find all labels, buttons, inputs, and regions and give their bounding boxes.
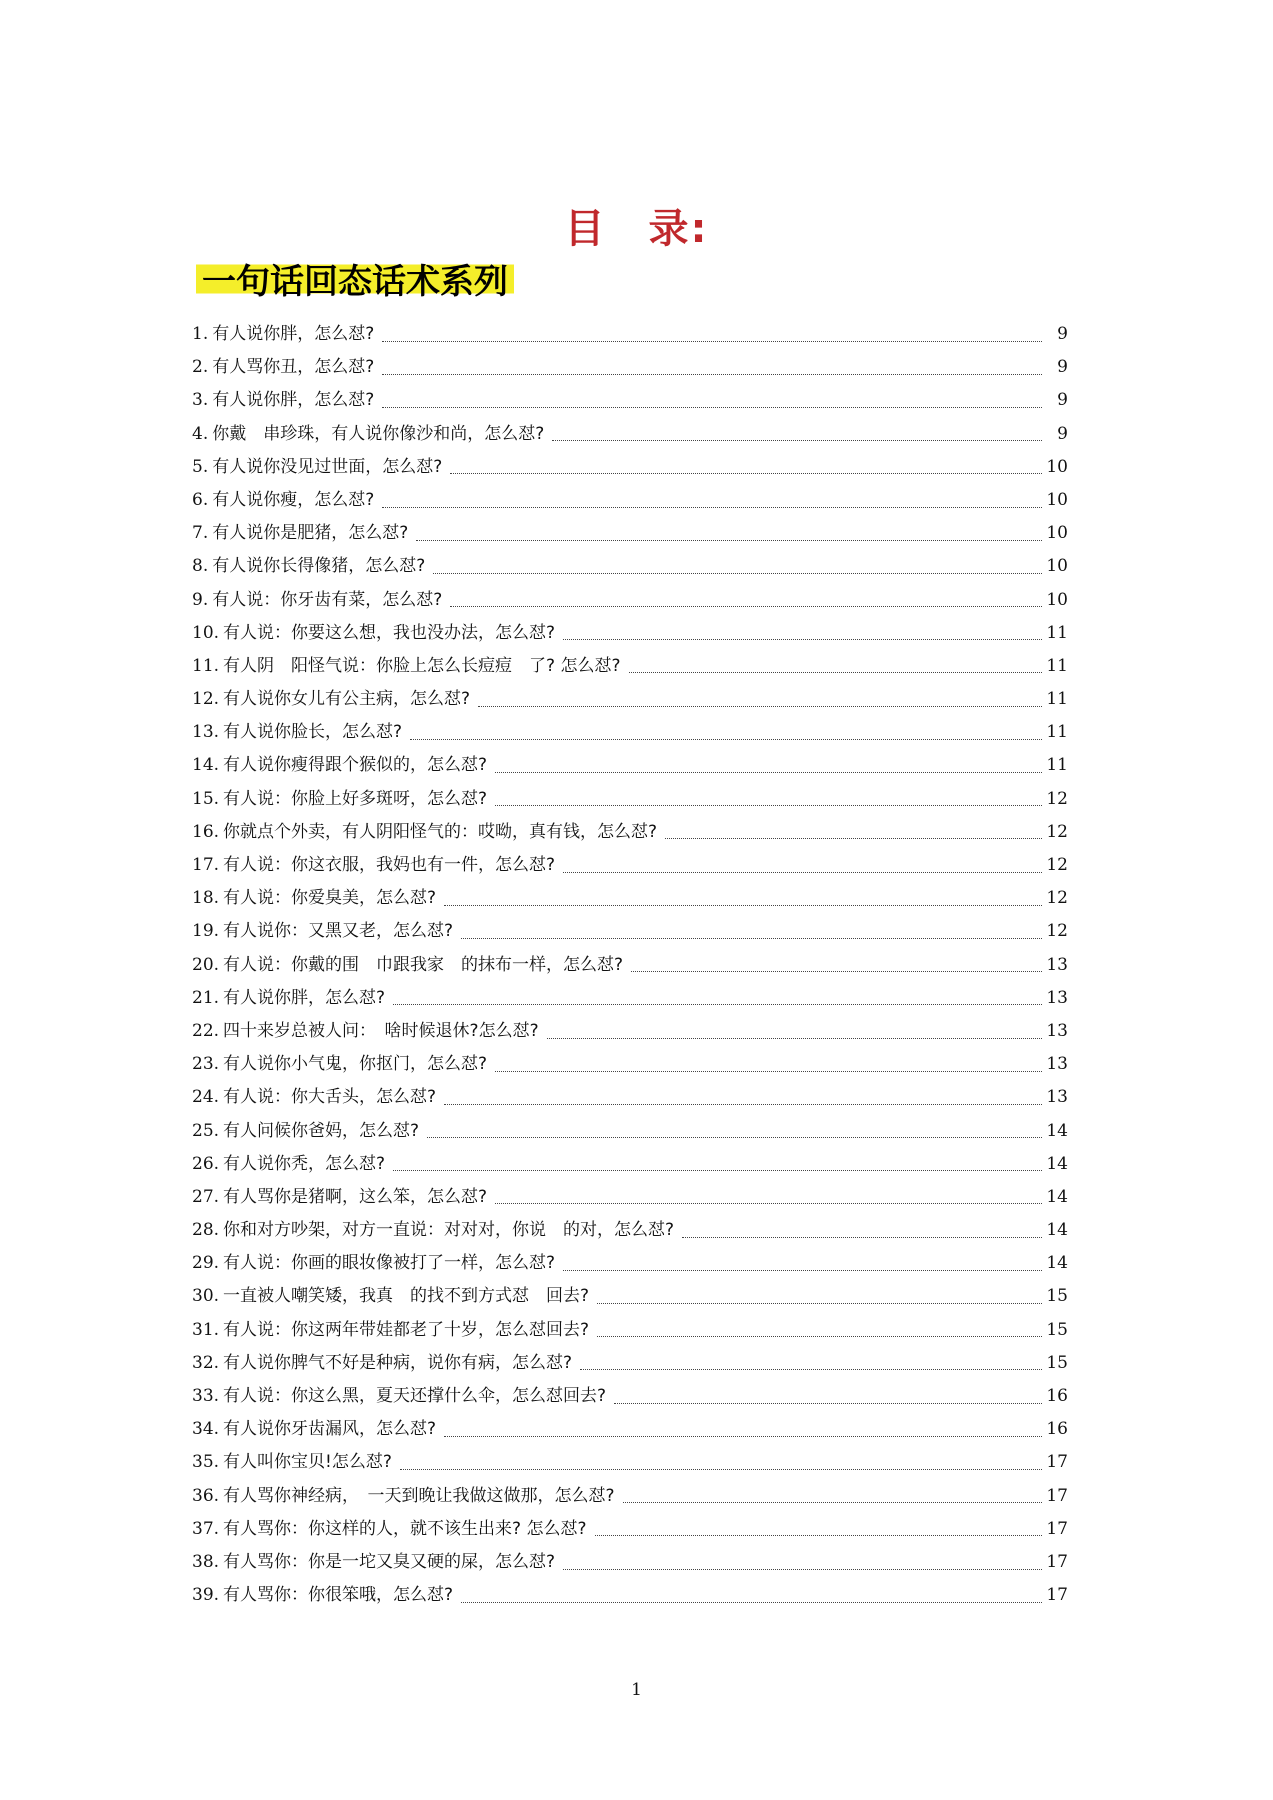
toc-entry-title: 有人说：你脸上好多斑呀，怎么怼? xyxy=(223,788,488,809)
toc-dot-leader xyxy=(461,937,1042,939)
toc-entry-page: 17 xyxy=(1046,1485,1068,1506)
toc-entry-number: 39. xyxy=(192,1585,220,1606)
toc-entry-number: 36. xyxy=(192,1485,220,1506)
toc-entry-number: 6. xyxy=(192,489,209,510)
toc-entry-page: 9 xyxy=(1057,324,1068,344)
toc-entry-number: 32. xyxy=(192,1352,220,1373)
toc-entry-number: 8. xyxy=(192,556,209,577)
toc-entry-page: 9 xyxy=(1057,390,1068,411)
toc-dot-leader xyxy=(382,506,1042,508)
toc-dot-leader xyxy=(631,970,1042,972)
toc-entry-page: 13 xyxy=(1046,987,1068,1008)
toc-entry-title: 有人说你：又黑又老，怎么怼? xyxy=(223,921,454,942)
toc-dot-leader xyxy=(427,1136,1042,1138)
page-number: 1 xyxy=(631,1680,642,1700)
toc-entry[interactable] xyxy=(192,1181,1068,1214)
toc-entry[interactable] xyxy=(192,1413,1068,1446)
toc-entry-number: 25. xyxy=(192,1120,220,1141)
toc-dot-leader xyxy=(614,1402,1042,1404)
toc-entry-page: 17 xyxy=(1046,1518,1068,1539)
toc-entry-page: 10 xyxy=(1046,589,1068,610)
toc-dot-leader xyxy=(547,1037,1042,1039)
toc-dot-leader xyxy=(478,705,1042,707)
toc-dot-leader xyxy=(580,1368,1042,1370)
toc-entry-page: 12 xyxy=(1046,888,1068,909)
toc-entry[interactable] xyxy=(192,484,1068,517)
toc-entry[interactable] xyxy=(192,650,1068,683)
toc-entry-title: 有人说：你这么黑，夏天还撑什么伞，怎么怼回去? xyxy=(223,1386,607,1406)
toc-entry-page: 14 xyxy=(1046,1220,1068,1241)
toc-entry-number: 18. xyxy=(192,888,220,909)
toc-entry[interactable] xyxy=(192,584,1068,617)
toc-entry-number: 4. xyxy=(192,423,209,444)
toc-entry-page: 16 xyxy=(1046,1386,1068,1406)
toc-entry[interactable] xyxy=(192,1015,1068,1048)
toc-entry-number: 5. xyxy=(192,456,209,477)
toc-entry-page: 17 xyxy=(1046,1585,1068,1606)
toc-entry-title: 有人骂你：你很笨哦，怎么怼? xyxy=(223,1585,454,1606)
toc-entry-title: 有人说：你这两年带娃都老了十岁，怎么怼回去? xyxy=(223,1319,590,1340)
toc-entry-number: 1. xyxy=(192,324,209,344)
toc-entry[interactable] xyxy=(192,1579,1068,1612)
toc-entry[interactable] xyxy=(192,1214,1068,1247)
toc-entry-number: 13. xyxy=(192,722,220,743)
toc-entry[interactable] xyxy=(192,1314,1068,1347)
toc-entry[interactable] xyxy=(192,816,1068,849)
toc-entry-page: 11 xyxy=(1046,655,1068,676)
toc-entry[interactable] xyxy=(192,949,1068,982)
toc-entry-page: 9 xyxy=(1057,357,1068,378)
toc-entry-number: 21. xyxy=(192,987,220,1008)
toc-entry-page: 14 xyxy=(1046,1153,1068,1174)
toc-entry-title: 有人说你瘦得跟个猴似的，怎么怼? xyxy=(223,755,488,776)
toc-entry-title: 有人说：你大舌头，怎么怼? xyxy=(223,1087,437,1108)
toc-entry-page: 15 xyxy=(1046,1319,1068,1340)
toc-entry[interactable] xyxy=(192,517,1068,550)
toc-entry-number: 17. xyxy=(192,855,220,875)
toc-dot-leader xyxy=(400,1468,1042,1470)
toc-entry-title: 有人说：你牙齿有菜，怎么怼? xyxy=(212,589,443,610)
toc-entry-number: 35. xyxy=(192,1452,220,1473)
toc-entry-number: 23. xyxy=(192,1054,220,1075)
toc-entry[interactable] xyxy=(192,418,1068,451)
toc-entry-title: 有人说你没见过世面，怎么怼? xyxy=(212,456,443,477)
toc-entry-number: 12. xyxy=(192,689,220,710)
toc-dot-leader xyxy=(597,1302,1042,1304)
toc-entry-number: 22. xyxy=(192,1020,220,1041)
toc-entry-title: 有人说你脾气不好是种病，说你有病，怎么怼? xyxy=(223,1352,573,1373)
toc-dot-leader xyxy=(495,1070,1042,1072)
toc-entry-page: 11 xyxy=(1046,689,1068,710)
toc-entry[interactable] xyxy=(192,1546,1068,1579)
toc-entry-number: 37. xyxy=(192,1518,220,1539)
toc-entry-title: 有人叫你宝贝!怎么怼? xyxy=(223,1452,392,1473)
toc-entry[interactable] xyxy=(192,1115,1068,1148)
toc-entry-page: 12 xyxy=(1046,821,1068,842)
toc-entry[interactable] xyxy=(192,783,1068,816)
toc-entry-page: 11 xyxy=(1046,622,1068,643)
toc-entry-title: 有人说你长得像猪，怎么怼? xyxy=(212,556,426,577)
toc-dot-leader xyxy=(563,638,1042,640)
toc-entry-title: 有人阴 阳怪气说：你脸上怎么长痘痘 了? 怎么怼? xyxy=(223,655,621,676)
toc-entry-title: 有人说你胖，怎么怼? xyxy=(223,987,386,1008)
toc-entry-number: 26. xyxy=(192,1153,220,1174)
toc-entry-page: 15 xyxy=(1046,1352,1068,1373)
toc-entry[interactable] xyxy=(192,1081,1068,1114)
toc-entry-number: 34. xyxy=(192,1419,220,1440)
toc-entry-number: 27. xyxy=(192,1186,220,1207)
toc-dot-leader xyxy=(433,572,1042,574)
toc-dot-leader xyxy=(444,1435,1042,1437)
toc-entry-page: 9 xyxy=(1057,423,1068,444)
toc-entry-page: 14 xyxy=(1046,1253,1068,1274)
toc-entry-title: 有人骂你：你是一坨又臭又硬的屎，怎么怼? xyxy=(223,1551,556,1572)
toc-entry[interactable] xyxy=(192,1280,1068,1313)
toc-entry-page: 13 xyxy=(1046,1054,1068,1075)
table-of-contents xyxy=(192,318,1068,1612)
toc-dot-leader xyxy=(495,804,1042,806)
toc-entry-title: 有人说你是肥猪，怎么怼? xyxy=(212,523,409,544)
toc-entry-title: 有人骂你：你这样的人，就不该生出来? 怎么怼? xyxy=(223,1518,587,1539)
toc-entry-page: 17 xyxy=(1046,1551,1068,1572)
toc-entry-title: 有人说你脸长，怎么怼? xyxy=(223,722,403,743)
toc-entry-title: 有人骂你丑，怎么怼? xyxy=(212,357,375,378)
toc-entry-title: 你和对方吵架，对方一直说：对对对，你说 的对，怎么怼? xyxy=(223,1220,675,1241)
toc-entry-title: 四十来岁总被人问： 啥时候退休?怎么怼? xyxy=(223,1020,539,1041)
toc-entry[interactable] xyxy=(192,1347,1068,1380)
toc-entry-number: 19. xyxy=(192,921,220,942)
toc-dot-leader xyxy=(382,373,1042,375)
toc-entry-title: 有人说：你要这么想，我也没办法，怎么怼? xyxy=(223,622,556,643)
toc-entry-page: 13 xyxy=(1046,1020,1068,1041)
toc-entry-page: 12 xyxy=(1046,788,1068,809)
toc-entry[interactable] xyxy=(192,749,1068,782)
toc-entry-title: 有人说你胖，怎么怼? xyxy=(212,390,375,411)
toc-entry[interactable] xyxy=(192,1480,1068,1513)
toc-entry-page: 11 xyxy=(1046,755,1068,776)
toc-entry-title: 有人说你胖，怎么怼? xyxy=(212,324,375,344)
toc-entry-page: 13 xyxy=(1046,954,1068,975)
toc-entry[interactable] xyxy=(192,1148,1068,1181)
toc-entry-page: 12 xyxy=(1046,921,1068,942)
toc-entry-number: 7. xyxy=(192,523,209,544)
toc-entry-number: 10. xyxy=(192,622,220,643)
toc-entry-page: 16 xyxy=(1046,1419,1068,1440)
toc-entry[interactable] xyxy=(192,982,1068,1015)
toc-entry-number: 15. xyxy=(192,788,220,809)
toc-entry-number: 14. xyxy=(192,755,220,776)
toc-entry-title: 有人说你牙齿漏风，怎么怼? xyxy=(223,1419,437,1440)
toc-entry-number: 9. xyxy=(192,589,209,610)
toc-dot-leader xyxy=(495,1202,1042,1204)
toc-entry-title: 有人骂你神经病， 一天到晚让我做这做那，怎么怼? xyxy=(223,1485,615,1506)
toc-entry-page: 11 xyxy=(1046,722,1068,743)
toc-dot-leader xyxy=(595,1534,1043,1536)
toc-entry[interactable] xyxy=(192,351,1068,384)
toc-dot-leader xyxy=(393,1003,1042,1005)
toc-entry-page: 17 xyxy=(1046,1452,1068,1473)
toc-entry[interactable] xyxy=(192,617,1068,650)
toc-entry-number: 30. xyxy=(192,1286,220,1307)
toc-entry-number: 2. xyxy=(192,357,209,378)
toc-entry[interactable] xyxy=(192,1380,1068,1413)
toc-entry-page: 10 xyxy=(1046,556,1068,577)
toc-entry-title: 有人说你秃，怎么怼? xyxy=(223,1153,386,1174)
toc-entry[interactable] xyxy=(192,1048,1068,1081)
toc-dot-leader xyxy=(393,1169,1042,1171)
toc-entry[interactable] xyxy=(192,882,1068,915)
toc-entry[interactable] xyxy=(192,915,1068,948)
toc-entry-title: 有人骂你是猪啊，这么笨，怎么怼? xyxy=(223,1186,488,1207)
toc-dot-leader xyxy=(623,1501,1042,1503)
toc-entry-page: 10 xyxy=(1046,489,1068,510)
toc-entry[interactable] xyxy=(192,451,1068,484)
toc-entry-title: 有人说你小气鬼，你抠门，怎么怼? xyxy=(223,1054,488,1075)
toc-entry-page: 13 xyxy=(1046,1087,1068,1108)
toc-entry-number: 11. xyxy=(192,655,220,676)
toc-dot-leader xyxy=(444,1103,1042,1105)
toc-dot-leader xyxy=(382,340,1042,342)
toc-entry-number: 28. xyxy=(192,1220,220,1241)
toc-entry-page: 10 xyxy=(1046,456,1068,477)
toc-entry[interactable] xyxy=(192,849,1068,882)
toc-entry-page: 12 xyxy=(1046,855,1068,875)
toc-entry-title: 你就点个外卖，有人阴阳怪气的：哎呦，真有钱，怎么怼? xyxy=(223,821,658,842)
toc-dot-leader xyxy=(552,439,1042,441)
toc-dot-leader xyxy=(382,406,1042,408)
toc-dot-leader xyxy=(563,1568,1042,1570)
toc-entry-number: 16. xyxy=(192,821,220,842)
toc-dot-leader xyxy=(665,837,1042,839)
toc-dot-leader xyxy=(682,1236,1042,1238)
toc-dot-leader xyxy=(450,605,1042,607)
toc-entry-number: 38. xyxy=(192,1551,220,1572)
toc-entry-title: 你戴 串珍珠，有人说你像沙和尚，怎么怼? xyxy=(212,423,545,444)
toc-entry-title: 有人说：你爱臭美，怎么怼? xyxy=(223,888,437,909)
toc-entry-number: 29. xyxy=(192,1253,220,1274)
toc-entry-title: 有人说你瘦，怎么怼? xyxy=(212,489,375,510)
toc-entry[interactable] xyxy=(192,683,1068,716)
toc-dot-leader xyxy=(597,1335,1042,1337)
section-heading: 一句话回态话术系列 xyxy=(196,256,514,308)
toc-dot-leader xyxy=(495,771,1042,773)
toc-entry[interactable] xyxy=(192,1513,1068,1546)
toc-entry-title: 有人说你女儿有公主病，怎么怼? xyxy=(223,689,471,710)
toc-entry-title: 有人说：你戴的围 巾跟我家 的抹布一样，怎么怼? xyxy=(223,954,624,975)
toc-entry[interactable] xyxy=(192,318,1068,351)
toc-entry[interactable] xyxy=(192,550,1068,583)
toc-entry-title: 有人说：你画的眼妆像被打了一样，怎么怼? xyxy=(223,1253,556,1274)
toc-entry[interactable] xyxy=(192,1446,1068,1479)
toc-entry-page: 10 xyxy=(1046,523,1068,544)
toc-dot-leader xyxy=(629,671,1043,673)
toc-dot-leader xyxy=(444,904,1042,906)
page-title: 目 录: xyxy=(564,206,709,252)
toc-dot-leader xyxy=(563,1269,1042,1271)
toc-entry[interactable] xyxy=(192,384,1068,417)
toc-entry-page: 14 xyxy=(1046,1186,1068,1207)
toc-dot-leader xyxy=(563,871,1042,873)
toc-entry-number: 33. xyxy=(192,1386,220,1406)
toc-entry-title: 有人说：你这衣服，我妈也有一件，怎么怼? xyxy=(223,855,556,875)
toc-entry-page: 14 xyxy=(1046,1120,1068,1141)
toc-entry-page: 15 xyxy=(1046,1286,1068,1307)
toc-entry-number: 24. xyxy=(192,1087,220,1108)
toc-entry-title: 有人问候你爸妈，怎么怼? xyxy=(223,1120,420,1141)
toc-entry-number: 20. xyxy=(192,954,220,975)
toc-dot-leader xyxy=(416,539,1042,541)
toc-dot-leader xyxy=(410,738,1042,740)
toc-dot-leader xyxy=(450,472,1042,474)
toc-entry[interactable] xyxy=(192,1247,1068,1280)
toc-entry-title: 一直被人嘲笑矮，我真 的找不到方式怼 回去? xyxy=(223,1286,590,1307)
toc-entry-number: 31. xyxy=(192,1319,220,1340)
toc-entry-number: 3. xyxy=(192,390,209,411)
toc-dot-leader xyxy=(461,1601,1042,1603)
toc-entry[interactable] xyxy=(192,716,1068,749)
